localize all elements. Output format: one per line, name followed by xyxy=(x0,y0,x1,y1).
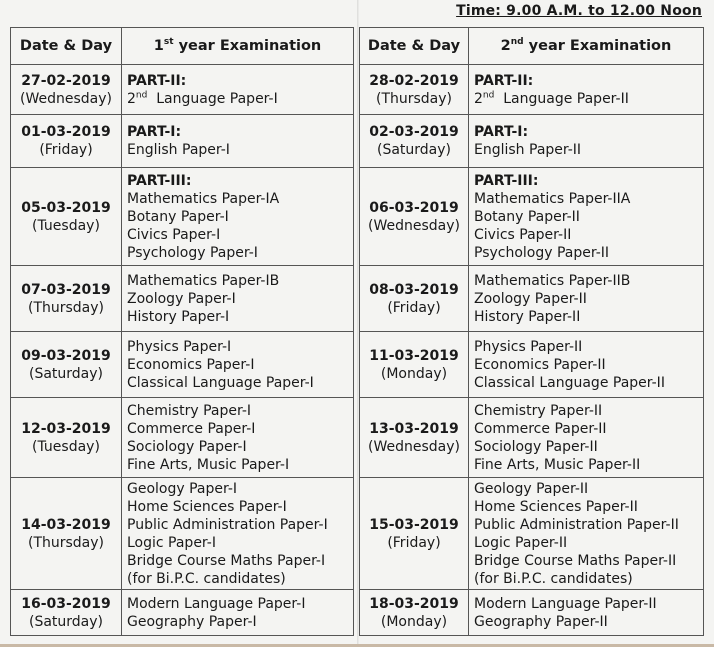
paper-line: Classical Language Paper-II xyxy=(474,374,665,391)
exam-date: 01-03-2019 xyxy=(21,124,111,140)
exam-part: PART-I: xyxy=(474,124,529,140)
exam-day: (Saturday) xyxy=(28,613,103,630)
date-cell xyxy=(360,398,469,478)
paper-line: Mathematics Paper-IIA xyxy=(474,190,631,207)
exam-date: 09-03-2019 xyxy=(21,347,111,364)
paper-line: Sociology Paper-II xyxy=(474,438,598,455)
exam-cell xyxy=(469,332,704,398)
exam-cell xyxy=(122,266,354,332)
exam-date: 27-02-2019 xyxy=(21,72,111,89)
paper-line: Geology Paper-II xyxy=(474,480,589,497)
exam-part: PART-II: xyxy=(127,72,187,89)
header-second-year: 2nd year Examination xyxy=(469,28,704,65)
exam-cell xyxy=(469,398,704,478)
exam-day: (Thursday) xyxy=(375,90,453,107)
exam-date: 12-03-2019 xyxy=(21,420,111,437)
paper-line: Public Administration Paper-I xyxy=(127,516,328,533)
paper-line: (for Bi.P.C. candidates) xyxy=(127,570,286,587)
paper-line: History Paper-II xyxy=(474,308,581,325)
paper-line: Economics Paper-II xyxy=(474,356,606,373)
exam-date: 07-03-2019 xyxy=(21,281,111,298)
exam-date: 05-03-2019 xyxy=(21,199,111,216)
exam-date: 11-03-2019 xyxy=(369,347,459,364)
paper-line: Fine Arts, Music Paper-II xyxy=(474,456,641,473)
exam-day: (Monday) xyxy=(380,613,448,630)
paper-line: Civics Paper-I xyxy=(127,226,221,243)
exam-day: (Saturday) xyxy=(28,365,103,382)
exam-date: 02-03-2019 xyxy=(369,124,459,140)
table-row xyxy=(11,590,704,636)
date-cell xyxy=(11,115,122,168)
paper-line: Home Sciences Paper-II xyxy=(474,498,638,515)
date-cell xyxy=(11,332,122,398)
date-cell xyxy=(360,168,469,266)
header-date-day-2: Date & Day xyxy=(360,28,469,65)
exam-cell xyxy=(469,115,704,168)
exam-day: (Thursday) xyxy=(27,534,105,551)
paper-line: Mathematics Paper-IA xyxy=(127,190,280,207)
date-cell xyxy=(11,590,122,636)
exam-cell xyxy=(122,398,354,478)
paper-line: Modern Language Paper-I xyxy=(127,595,306,612)
date-cell xyxy=(360,115,469,168)
exam-cell xyxy=(469,168,704,266)
exam-day: (Thursday) xyxy=(27,299,105,316)
exam-date: 16-03-2019 xyxy=(21,595,111,612)
exam-part: PART-III: xyxy=(127,172,192,189)
paper-line: Bridge Course Maths Paper-II xyxy=(474,552,677,569)
exam-time-note: Time: 9.00 A.M. to 12.00 Noon xyxy=(456,3,702,19)
date-cell xyxy=(11,478,122,590)
paper-line: Public Administration Paper-II xyxy=(474,516,679,533)
paper-line: 2nd Language Paper-II xyxy=(474,89,629,107)
paper-line: Commerce Paper-I xyxy=(127,420,256,437)
exam-cell xyxy=(122,478,354,590)
date-cell xyxy=(360,332,469,398)
exam-cell xyxy=(122,332,354,398)
exam-day: (Tuesday) xyxy=(32,217,100,234)
paper-line: Fine Arts, Music Paper-I xyxy=(127,456,290,473)
exam-date: 06-03-2019 xyxy=(369,199,459,216)
paper-line: Zoology Paper-I xyxy=(127,290,236,307)
exam-day: (Friday) xyxy=(387,534,441,551)
paper-line: Mathematics Paper-IIB xyxy=(474,272,631,289)
paper-line: Botany Paper-II xyxy=(474,208,580,225)
exam-day: (Wednesday) xyxy=(368,217,460,234)
exam-cell xyxy=(469,590,704,636)
paper-line: Civics Paper-II xyxy=(474,226,572,243)
date-cell xyxy=(360,478,469,590)
exam-day: (Saturday) xyxy=(376,142,451,158)
paper-line: Economics Paper-I xyxy=(127,356,255,373)
paper-line: Botany Paper-I xyxy=(127,208,229,225)
header-date-day-1: Date & Day xyxy=(11,28,122,65)
paper-line: Chemistry Paper-I xyxy=(127,402,251,419)
exam-date: 28-02-2019 xyxy=(369,72,459,89)
header-first-year: 1st year Examination xyxy=(122,28,354,65)
paper-line: (for Bi.P.C. candidates) xyxy=(474,570,633,587)
paper-line: English Paper-II xyxy=(474,142,582,158)
exam-day: (Monday) xyxy=(380,365,448,382)
paper-line: English Paper-I xyxy=(127,142,230,158)
table-row xyxy=(11,478,704,590)
paper-line: Geology Paper-I xyxy=(127,480,238,497)
date-cell xyxy=(11,398,122,478)
exam-cell xyxy=(122,590,354,636)
table-row xyxy=(11,115,704,168)
paper-line: Chemistry Paper-II xyxy=(474,402,603,419)
table-row xyxy=(11,398,704,478)
paper-line: Sociology Paper-I xyxy=(127,438,247,455)
exam-day: (Friday) xyxy=(387,299,441,316)
paper-line: Classical Language Paper-I xyxy=(127,374,314,391)
exam-part: PART-II: xyxy=(474,72,534,89)
paper-line: Zoology Paper-II xyxy=(474,290,587,307)
paper-line: Bridge Course Maths Paper-I xyxy=(127,552,326,569)
date-cell xyxy=(360,590,469,636)
exam-date: 18-03-2019 xyxy=(369,595,459,612)
exam-day: (Tuesday) xyxy=(32,438,100,455)
paper-line: Commerce Paper-II xyxy=(474,420,607,437)
paper-line: Modern Language Paper-II xyxy=(474,595,657,612)
exam-cell xyxy=(469,65,704,115)
date-cell xyxy=(11,65,122,115)
paper-line: Geography Paper-II xyxy=(474,613,608,630)
exam-cell xyxy=(122,168,354,266)
exam-day: (Friday) xyxy=(39,142,93,158)
exam-cell xyxy=(469,266,704,332)
paper-line: Physics Paper-II xyxy=(474,338,583,355)
paper-line: Logic Paper-I xyxy=(127,534,216,551)
exam-date: 08-03-2019 xyxy=(369,281,459,298)
exam-part: PART-I: xyxy=(127,124,182,140)
paper-line: Home Sciences Paper-I xyxy=(127,498,287,515)
exam-date: 14-03-2019 xyxy=(21,516,111,533)
exam-part: PART-III: xyxy=(474,172,539,189)
paper-line: Psychology Paper-I xyxy=(127,244,258,261)
exam-cell xyxy=(122,115,354,168)
exam-cell xyxy=(122,65,354,115)
date-cell xyxy=(11,266,122,332)
paper-line: Psychology Paper-II xyxy=(474,244,610,261)
exam-date: 15-03-2019 xyxy=(369,516,459,533)
table-row xyxy=(11,332,704,398)
date-cell xyxy=(11,168,122,266)
paper-line: Geography Paper-I xyxy=(127,613,257,630)
paper-line: Physics Paper-I xyxy=(127,338,232,355)
date-cell xyxy=(360,266,469,332)
paper-line: Logic Paper-II xyxy=(474,534,568,551)
table-row xyxy=(11,266,704,332)
paper-line: 2nd Language Paper-I xyxy=(127,89,278,107)
paper-line: Mathematics Paper-IB xyxy=(127,272,280,289)
exam-date: 13-03-2019 xyxy=(369,420,459,437)
date-cell xyxy=(360,65,469,115)
paper-line: History Paper-I xyxy=(127,308,230,325)
exam-day: (Wednesday) xyxy=(368,438,460,455)
header-row xyxy=(11,28,704,65)
table-row xyxy=(11,65,704,115)
table-row xyxy=(11,168,704,266)
exam-schedule-table xyxy=(10,27,704,636)
exam-day: (Wednesday) xyxy=(20,90,112,107)
exam-cell xyxy=(469,478,704,590)
